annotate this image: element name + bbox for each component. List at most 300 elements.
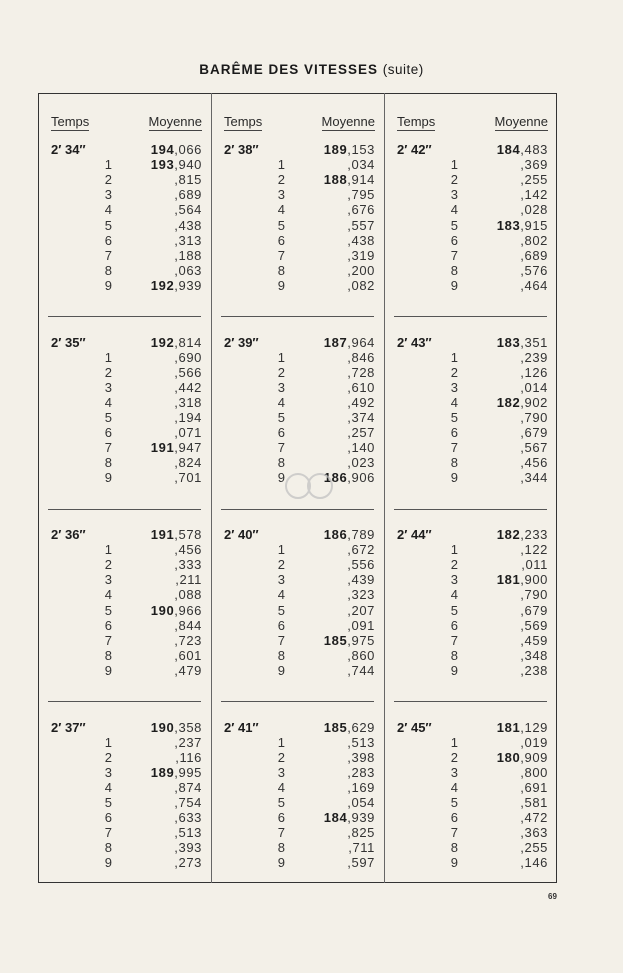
average-speed	[151, 335, 202, 350]
speed-decimal: ,601	[174, 647, 202, 663]
time-tenth-digit: 9	[277, 470, 285, 486]
average-speed	[151, 720, 202, 735]
average-speed	[520, 735, 548, 750]
block-separator-rule	[48, 701, 201, 702]
speed-decimal: ,464	[520, 277, 548, 293]
table-row	[384, 218, 557, 233]
average-speed	[151, 278, 202, 293]
time-tenth-digit: 6	[277, 617, 285, 633]
time-tenth-digit: 7	[277, 247, 285, 263]
time-tenth-digit: 1	[104, 349, 112, 365]
table-row	[211, 735, 384, 750]
time-tenth-digit: 2	[104, 172, 112, 188]
speed-decimal: ,966	[174, 602, 202, 618]
time-tenth-digit: 3	[450, 572, 458, 588]
table-row	[38, 795, 211, 810]
average-speed	[174, 410, 202, 425]
speed-integer: 181	[496, 572, 521, 588]
table-row	[38, 618, 211, 633]
time-tenth-digit: 8	[450, 262, 458, 278]
average-speed	[520, 233, 548, 248]
time-tenth-digit: 5	[450, 795, 458, 810]
block-separator-rule	[221, 316, 374, 317]
table-row	[38, 278, 211, 293]
speed-decimal: ,578	[174, 527, 202, 542]
average-speed	[174, 557, 202, 572]
average-speed	[520, 840, 548, 855]
speed-decimal: ,900	[520, 572, 548, 588]
table-row	[384, 720, 557, 735]
table-row	[38, 587, 211, 602]
average-speed	[151, 157, 202, 172]
table-row	[38, 648, 211, 663]
time-tenth-digit: 6	[450, 425, 458, 441]
table-row	[38, 380, 211, 395]
table-row	[211, 780, 384, 795]
average-speed	[174, 780, 202, 795]
average-speed	[520, 440, 548, 455]
time-tenth-digit: 6	[450, 232, 458, 248]
table-row	[384, 648, 557, 663]
table-row	[384, 142, 557, 157]
average-speed	[175, 572, 202, 587]
average-speed	[520, 825, 548, 840]
time-label: 2′ 41″	[224, 719, 259, 735]
time-tenth-digit: 6	[104, 810, 112, 826]
time-tenth-digit: 2	[277, 364, 285, 380]
speed-decimal: ,860	[347, 647, 375, 663]
table-row	[38, 557, 211, 572]
average-speed	[174, 425, 202, 440]
table-row	[384, 840, 557, 855]
average-speed	[347, 603, 375, 618]
speed-decimal: ,754	[174, 795, 202, 810]
time-tenth-digit: 7	[104, 247, 112, 263]
speed-integer: 193	[150, 157, 175, 173]
speed-decimal: ,283	[347, 764, 375, 780]
speed-decimal: ,082	[347, 277, 375, 293]
page-title	[0, 62, 623, 77]
average-speed	[497, 142, 548, 157]
time-tenth-digit: 1	[277, 542, 285, 558]
table-row	[38, 187, 211, 202]
table-row	[211, 527, 384, 542]
table-row	[211, 542, 384, 557]
average-speed	[497, 527, 548, 542]
table-row	[211, 557, 384, 572]
table-row	[384, 557, 557, 572]
speed-decimal: ,169	[347, 779, 375, 795]
time-tenth-digit: 5	[104, 217, 112, 233]
table-row	[211, 172, 384, 187]
table-row	[38, 527, 211, 542]
speed-decimal: ,233	[520, 527, 548, 542]
time-tenth-digit: 8	[277, 840, 285, 856]
table-row	[211, 187, 384, 202]
average-speed	[520, 202, 548, 217]
average-speed	[520, 603, 548, 618]
table-row	[211, 142, 384, 157]
time-tenth-digit: 8	[104, 647, 112, 663]
time-tenth-digit: 8	[277, 262, 285, 278]
speed-decimal: ,456	[174, 542, 202, 558]
average-speed	[347, 618, 375, 633]
speed-decimal: ,672	[347, 542, 375, 558]
table-row	[384, 587, 557, 602]
table-row	[38, 663, 211, 678]
time-tenth-digit: 7	[450, 247, 458, 263]
time-label: 2′ 38″	[224, 142, 259, 157]
time-tenth-digit: 7	[277, 825, 285, 841]
speed-decimal: ,846	[347, 349, 375, 365]
speed-decimal: ,824	[174, 455, 202, 471]
time-label: 2′ 39″	[224, 334, 259, 350]
average-speed	[347, 187, 375, 202]
table-row	[38, 572, 211, 587]
average-speed	[521, 557, 548, 572]
average-speed	[520, 365, 548, 380]
average-speed	[347, 795, 375, 810]
header-temps: Temps	[224, 114, 263, 129]
time-tenth-digit: 5	[277, 410, 285, 425]
speed-decimal: ,188	[174, 247, 202, 263]
time-tenth-digit: 3	[277, 572, 285, 588]
speed-decimal: ,790	[520, 410, 548, 425]
time-tenth-digit: 6	[450, 617, 458, 633]
table-row	[384, 765, 557, 780]
table-row	[211, 440, 384, 455]
speed-decimal: ,814	[174, 334, 202, 350]
title-main: BARÊME DES VITESSES	[199, 62, 378, 77]
table-row	[38, 765, 211, 780]
speed-integer: 194	[150, 142, 175, 157]
time-tenth-digit: 9	[450, 662, 458, 678]
speed-integer: 188	[323, 172, 348, 188]
speed-decimal: ,088	[174, 587, 202, 603]
speed-integer: 189	[150, 764, 175, 780]
average-speed	[174, 825, 202, 840]
average-speed	[520, 380, 548, 395]
average-speed	[520, 350, 548, 365]
speed-decimal: ,566	[174, 364, 202, 380]
time-label: 2′ 35″	[51, 334, 86, 350]
table-row	[38, 233, 211, 248]
average-speed	[174, 380, 202, 395]
speed-decimal: ,459	[520, 632, 548, 648]
speed-decimal: ,909	[520, 749, 548, 765]
block-separator-rule	[394, 316, 547, 317]
average-speed	[174, 395, 202, 410]
average-speed	[174, 172, 202, 187]
speed-decimal: ,054	[347, 795, 375, 810]
average-speed	[520, 587, 548, 602]
table-row	[38, 470, 211, 485]
average-speed	[347, 663, 375, 678]
table-row	[38, 395, 211, 410]
time-tenth-digit: 4	[450, 779, 458, 795]
table-row	[384, 780, 557, 795]
table-row	[211, 720, 384, 735]
speed-decimal: ,479	[174, 662, 202, 678]
table-row	[211, 157, 384, 172]
time-tenth-digit: 1	[277, 157, 285, 173]
time-tenth-digit: 2	[277, 557, 285, 573]
time-tenth-digit: 1	[450, 542, 458, 558]
speed-decimal: ,146	[520, 855, 548, 871]
time-tenth-digit: 9	[450, 470, 458, 486]
speed-decimal: ,358	[174, 719, 202, 735]
average-speed	[520, 263, 548, 278]
average-speed	[520, 410, 548, 425]
speed-decimal: ,802	[520, 232, 548, 248]
speed-decimal: ,629	[347, 719, 375, 735]
speed-decimal: ,323	[347, 587, 375, 603]
time-tenth-digit: 8	[450, 455, 458, 471]
speed-decimal: ,723	[174, 632, 202, 648]
speed-decimal: ,374	[347, 410, 375, 425]
time-tenth-digit: 7	[450, 440, 458, 456]
header-moyenne: Moyenne	[494, 114, 548, 129]
time-tenth-digit: 4	[277, 779, 285, 795]
time-tenth-digit: 4	[450, 394, 458, 410]
average-speed	[520, 455, 548, 470]
average-speed	[347, 278, 375, 293]
speed-decimal: ,122	[520, 542, 548, 558]
speed-decimal: ,728	[347, 364, 375, 380]
speed-decimal: ,439	[347, 572, 375, 588]
average-speed	[324, 527, 375, 542]
table-row	[384, 187, 557, 202]
table-row	[384, 527, 557, 542]
speed-decimal: ,556	[347, 557, 375, 573]
speed-decimal: ,255	[520, 840, 548, 856]
time-label: 2′ 37″	[51, 719, 86, 735]
speed-decimal: ,063	[174, 262, 202, 278]
time-tenth-digit: 8	[104, 455, 112, 471]
speed-decimal: ,398	[347, 749, 375, 765]
average-speed	[174, 810, 202, 825]
speed-decimal: ,906	[347, 470, 375, 486]
speed-integer: 182	[496, 394, 521, 410]
speed-decimal: ,237	[174, 734, 202, 750]
time-tenth-digit: 5	[277, 602, 285, 618]
table-row	[38, 263, 211, 278]
speed-integer: 181	[496, 719, 521, 735]
table-row	[384, 335, 557, 350]
table-row	[38, 780, 211, 795]
table-row	[211, 335, 384, 350]
header-temps: Temps	[51, 114, 90, 129]
speed-decimal: ,313	[174, 232, 202, 248]
speed-decimal: ,019	[520, 734, 548, 750]
average-speed	[174, 202, 202, 217]
average-speed	[174, 648, 202, 663]
average-speed	[174, 542, 202, 557]
table-row	[384, 278, 557, 293]
average-speed	[347, 365, 375, 380]
time-tenth-digit: 2	[450, 749, 458, 765]
table-row	[384, 470, 557, 485]
table-row	[211, 603, 384, 618]
speed-integer: 187	[323, 334, 348, 350]
average-speed	[175, 750, 202, 765]
average-speed	[347, 350, 375, 365]
average-speed	[174, 663, 202, 678]
speed-integer: 185	[323, 719, 348, 735]
time-tenth-digit: 2	[277, 749, 285, 765]
speed-integer: 189	[323, 142, 348, 157]
speed-decimal: ,676	[347, 202, 375, 218]
speed-decimal: ,011	[521, 557, 548, 573]
speed-decimal: ,513	[174, 825, 202, 841]
average-speed	[520, 780, 548, 795]
table-row	[38, 810, 211, 825]
speed-decimal: ,689	[520, 247, 548, 263]
time-label: 2′ 43″	[397, 334, 432, 350]
average-speed	[347, 542, 375, 557]
table-row	[38, 542, 211, 557]
average-speed	[324, 810, 375, 825]
time-tenth-digit: 1	[450, 157, 458, 173]
average-speed	[347, 395, 375, 410]
speed-decimal: ,679	[520, 602, 548, 618]
table-row	[211, 810, 384, 825]
table-row	[211, 410, 384, 425]
speed-integer: 185	[323, 632, 348, 648]
table-row	[384, 380, 557, 395]
speed-integer: 186	[323, 527, 348, 542]
speed-decimal: ,995	[174, 764, 202, 780]
time-tenth-digit: 3	[450, 764, 458, 780]
average-speed	[347, 587, 375, 602]
table-row	[384, 172, 557, 187]
speed-decimal: ,610	[347, 379, 375, 395]
speed-decimal: ,795	[347, 187, 375, 203]
time-tenth-digit: 5	[450, 217, 458, 233]
time-tenth-digit: 5	[277, 795, 285, 810]
time-tenth-digit: 3	[277, 379, 285, 395]
speed-decimal: ,438	[347, 232, 375, 248]
time-tenth-digit: 8	[104, 840, 112, 856]
table-row	[38, 202, 211, 217]
time-tenth-digit: 8	[450, 647, 458, 663]
table-row	[384, 542, 557, 557]
speed-integer: 182	[496, 527, 521, 542]
time-tenth-digit: 5	[104, 410, 112, 425]
speed-decimal: ,207	[347, 602, 375, 618]
table-row	[211, 825, 384, 840]
average-speed	[174, 840, 202, 855]
speed-decimal: ,257	[347, 425, 375, 441]
table-row	[38, 855, 211, 870]
speed-decimal: ,492	[347, 394, 375, 410]
time-tenth-digit: 6	[277, 425, 285, 441]
average-speed	[174, 350, 202, 365]
time-tenth-digit: 1	[450, 349, 458, 365]
speed-decimal: ,564	[174, 202, 202, 218]
table-row	[384, 157, 557, 172]
speed-decimal: ,393	[174, 840, 202, 856]
average-speed	[347, 218, 375, 233]
time-tenth-digit: 2	[104, 749, 112, 765]
average-speed	[174, 365, 202, 380]
table-row	[211, 795, 384, 810]
speed-decimal: ,351	[520, 334, 548, 350]
average-speed	[497, 335, 548, 350]
table-row	[384, 440, 557, 455]
average-speed	[347, 263, 375, 278]
speed-decimal: ,028	[520, 202, 548, 218]
time-tenth-digit: 4	[277, 587, 285, 603]
speed-integer: 183	[496, 334, 521, 350]
table-row	[384, 365, 557, 380]
table-row	[384, 395, 557, 410]
average-speed	[347, 455, 375, 470]
speed-decimal: ,318	[174, 394, 202, 410]
average-speed	[497, 720, 548, 735]
average-speed	[347, 425, 375, 440]
time-tenth-digit: 6	[104, 425, 112, 441]
time-tenth-digit: 4	[277, 394, 285, 410]
table-row	[38, 633, 211, 648]
time-tenth-digit: 1	[104, 542, 112, 558]
time-tenth-digit: 6	[450, 810, 458, 826]
time-tenth-digit: 5	[450, 410, 458, 425]
time-tenth-digit: 4	[277, 202, 285, 218]
speed-integer: 184	[496, 142, 521, 157]
average-speed	[347, 157, 375, 172]
time-tenth-digit: 4	[104, 394, 112, 410]
average-speed	[324, 633, 375, 648]
speed-decimal: ,581	[520, 795, 548, 810]
speed-decimal: ,442	[174, 379, 202, 395]
speed-decimal: ,034	[347, 157, 375, 173]
average-speed	[151, 765, 202, 780]
table-column	[384, 93, 557, 883]
average-speed	[174, 218, 202, 233]
speed-decimal: ,472	[520, 810, 548, 826]
time-label: 2′ 40″	[224, 527, 259, 542]
time-tenth-digit: 8	[450, 840, 458, 856]
time-tenth-digit: 3	[104, 379, 112, 395]
average-speed	[347, 648, 375, 663]
table-row	[211, 395, 384, 410]
table-row	[38, 720, 211, 735]
time-label: 2′ 44″	[397, 527, 432, 542]
title-suite: (suite)	[382, 62, 424, 77]
average-speed	[520, 663, 548, 678]
speed-decimal: ,790	[520, 587, 548, 603]
speed-decimal: ,597	[347, 855, 375, 871]
time-tenth-digit: 9	[450, 277, 458, 293]
speed-integer: 184	[323, 810, 348, 826]
average-speed	[347, 855, 375, 870]
time-tenth-digit: 1	[277, 349, 285, 365]
table-row	[38, 825, 211, 840]
speed-decimal: ,255	[520, 172, 548, 188]
table-row	[211, 248, 384, 263]
average-speed	[174, 187, 202, 202]
table-row	[384, 410, 557, 425]
time-tenth-digit: 9	[277, 855, 285, 871]
time-tenth-digit: 9	[104, 662, 112, 678]
table-row	[38, 350, 211, 365]
speed-decimal: ,483	[520, 142, 548, 157]
table-row	[211, 587, 384, 602]
speed-decimal: ,691	[520, 779, 548, 795]
block-separator-rule	[48, 509, 201, 510]
table-row	[384, 735, 557, 750]
